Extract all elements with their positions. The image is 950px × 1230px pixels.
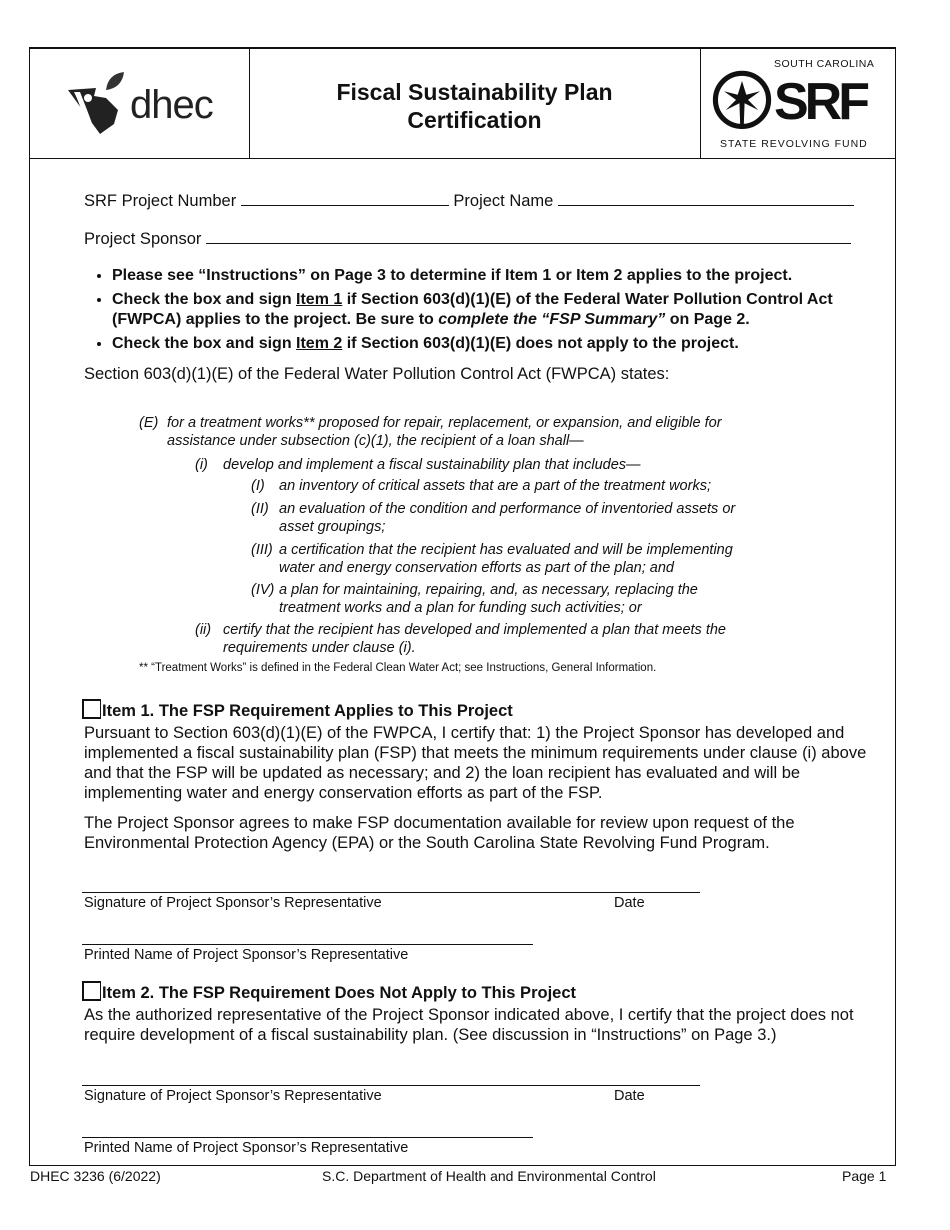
project-name-field[interactable] [558,190,854,206]
bullet-2-pre: Check the box and sign [112,291,297,308]
item1-signature-label: Signature of Project Sponsor’s Representative [84,895,382,911]
title-line-2: Certification [407,107,542,133]
footnote: ** “Treatment Works” is defined in the Federal Clean Water Act; see Instructions, General Information. [139,662,657,674]
clause-I-label: (I) [251,478,265,494]
bullet-3-item: Item 2 [296,335,343,352]
clause-III-label: (III) [251,542,273,558]
item2-printed-name-label: Printed Name of Project Sponsor’s Representative [84,1140,409,1156]
srf-logo-main-text: SRF [774,73,866,131]
item1-printed-name-line[interactable] [82,944,533,945]
clause-E-line1: for a treatment works** proposed for repair, replacement, or expansion, and eligible for [167,415,722,431]
clause-i [195,456,641,474]
title-line-1: Fiscal Sustainability Plan [336,79,613,105]
clause-E-line2: assistance under subsection (c)(1), the recipient of a loan shall— [167,433,584,449]
clause-ii [195,621,726,657]
clause-I [251,477,711,495]
footer-agency: S.C. Department of Health and Environmental Control [322,1168,656,1184]
dhec-leaf-icon [66,68,136,138]
footer-form-number: DHEC 3236 (6/2022) [30,1168,161,1184]
clause-IV [251,581,698,617]
header-divider-right [700,47,701,158]
page-title [249,78,700,134]
clause-III [251,541,733,577]
item2-signature-line[interactable] [82,1085,700,1086]
clause-i-label: (i) [195,457,208,473]
item2-certification-text: As the authorized representative of the Project Sponsor indicated above, I certify that the project does not require development of a fiscal sustainability plan. (See discussion in “Instructions” on Page 3.) [84,1006,854,1044]
clause-IV-line2: treatment works and a plan for funding such activities; or [279,600,642,616]
clause-III-line2: water and energy conservation efforts as part of the plan; and [279,560,674,576]
bullet-3-pre: Check the box and sign [112,335,297,352]
clause-E-label: (E) [139,415,159,431]
bullet-2-emphasis: complete the “FSP Summary” [438,311,666,328]
project-name-label: Project Name [453,192,554,210]
dhec-logo-text: dhec [130,83,213,127]
bullet-3-post: if Section 603(d)(1)(E) does not apply to the project. [342,335,739,352]
clause-II [251,500,735,536]
item1-checkbox[interactable] [82,699,101,719]
instructions-block [84,266,889,384]
item1-heading: Item 1. The FSP Requirement Applies to This Project [102,702,513,720]
bullet-2 [112,290,889,330]
item1-certification-text: Pursuant to Section 603(d)(1)(E) of the FWPCA, I certify that: 1) the Project Sponsor has developed and implemented a fiscal sustainability plan (FSP) that meets the minimum requirements under clause (i) above and that the FSP will be updated as necessary; and 2) the loan recipient has evaluated and will be implementing water and energy conservation efforts as part of the FSP. [84,724,867,802]
footer-page-number: Page 1 [842,1168,887,1184]
dhec-logo [66,68,241,138]
item2-date-label: Date [614,1088,645,1104]
header-divider [29,158,896,159]
clause-II-label: (II) [251,501,269,517]
item1-heading-row [82,699,513,721]
item1-signature-line[interactable] [82,892,700,893]
clause-ii-line2: requirements under clause (i). [223,640,416,656]
project-number-row [84,190,854,211]
item1-agreement-text: The Project Sponsor agrees to make FSP documentation available for review upon request of the Environmental Protection Agency (EPA) or the South Carolina State Revolving Fund Program. [84,814,795,852]
srf-logo [710,58,885,153]
clause-II-line2: asset groupings; [279,519,386,535]
item2-signature-label: Signature of Project Sponsor’s Representative [84,1088,382,1104]
item2-heading-row [82,981,576,1003]
project-sponsor-field[interactable] [206,228,851,244]
item1-printed-name-label: Printed Name of Project Sponsor’s Representative [84,947,409,963]
clause-IV-label: (IV) [251,582,275,598]
clause-II-line1: an evaluation of the condition and performance of inventoried assets or [279,501,736,517]
bullet-2-mid: if Section 603(d)(1)(E) of the Federal Water Pollution Control Act (FWPCA) applies to the project. Be sure to [112,291,833,328]
palmetto-circle-icon [712,62,772,136]
project-number-label: SRF Project Number [84,192,237,210]
instructions-list [84,266,889,354]
statute-intro: Section 603(d)(1)(E) of the Federal Water Pollution Control Act (FWPCA) states: [84,365,670,383]
bullet-2-post: on Page 2. [665,311,750,328]
clause-ii-line1: certify that the recipient has developed and implemented a plan that meets the [223,622,726,638]
project-sponsor-row [84,228,851,249]
bullet-3 [112,334,889,354]
clause-IV-line1: a plan for maintaining, repairing, and, as necessary, replacing the [279,582,698,598]
item2-printed-name-line[interactable] [82,1137,533,1138]
clause-I-text: an inventory of critical assets that are a part of the treatment works; [279,478,711,494]
item1-date-label: Date [614,895,645,911]
bullet-2-item: Item 1 [296,291,343,308]
srf-logo-top-text: SOUTH CAROLINA [774,58,875,70]
bullet-1: • Please see “Instructions” on Page 3 to determine if Item 1 or Item 2 applies to the project. [112,266,889,286]
clause-i-text: develop and implement a fiscal sustainability plan that includes— [223,457,641,473]
project-sponsor-label: Project Sponsor [84,230,202,248]
clause-III-line1: a certification that the recipient has evaluated and will be implementing [279,542,733,558]
project-number-field[interactable] [241,190,449,206]
item2-heading: Item 2. The FSP Requirement Does Not Apply to This Project [102,984,576,1002]
clause-E [139,414,722,450]
clause-ii-label: (ii) [195,622,212,638]
item2-checkbox[interactable] [82,981,101,1001]
srf-logo-bottom-text: STATE REVOLVING FUND [720,138,868,150]
